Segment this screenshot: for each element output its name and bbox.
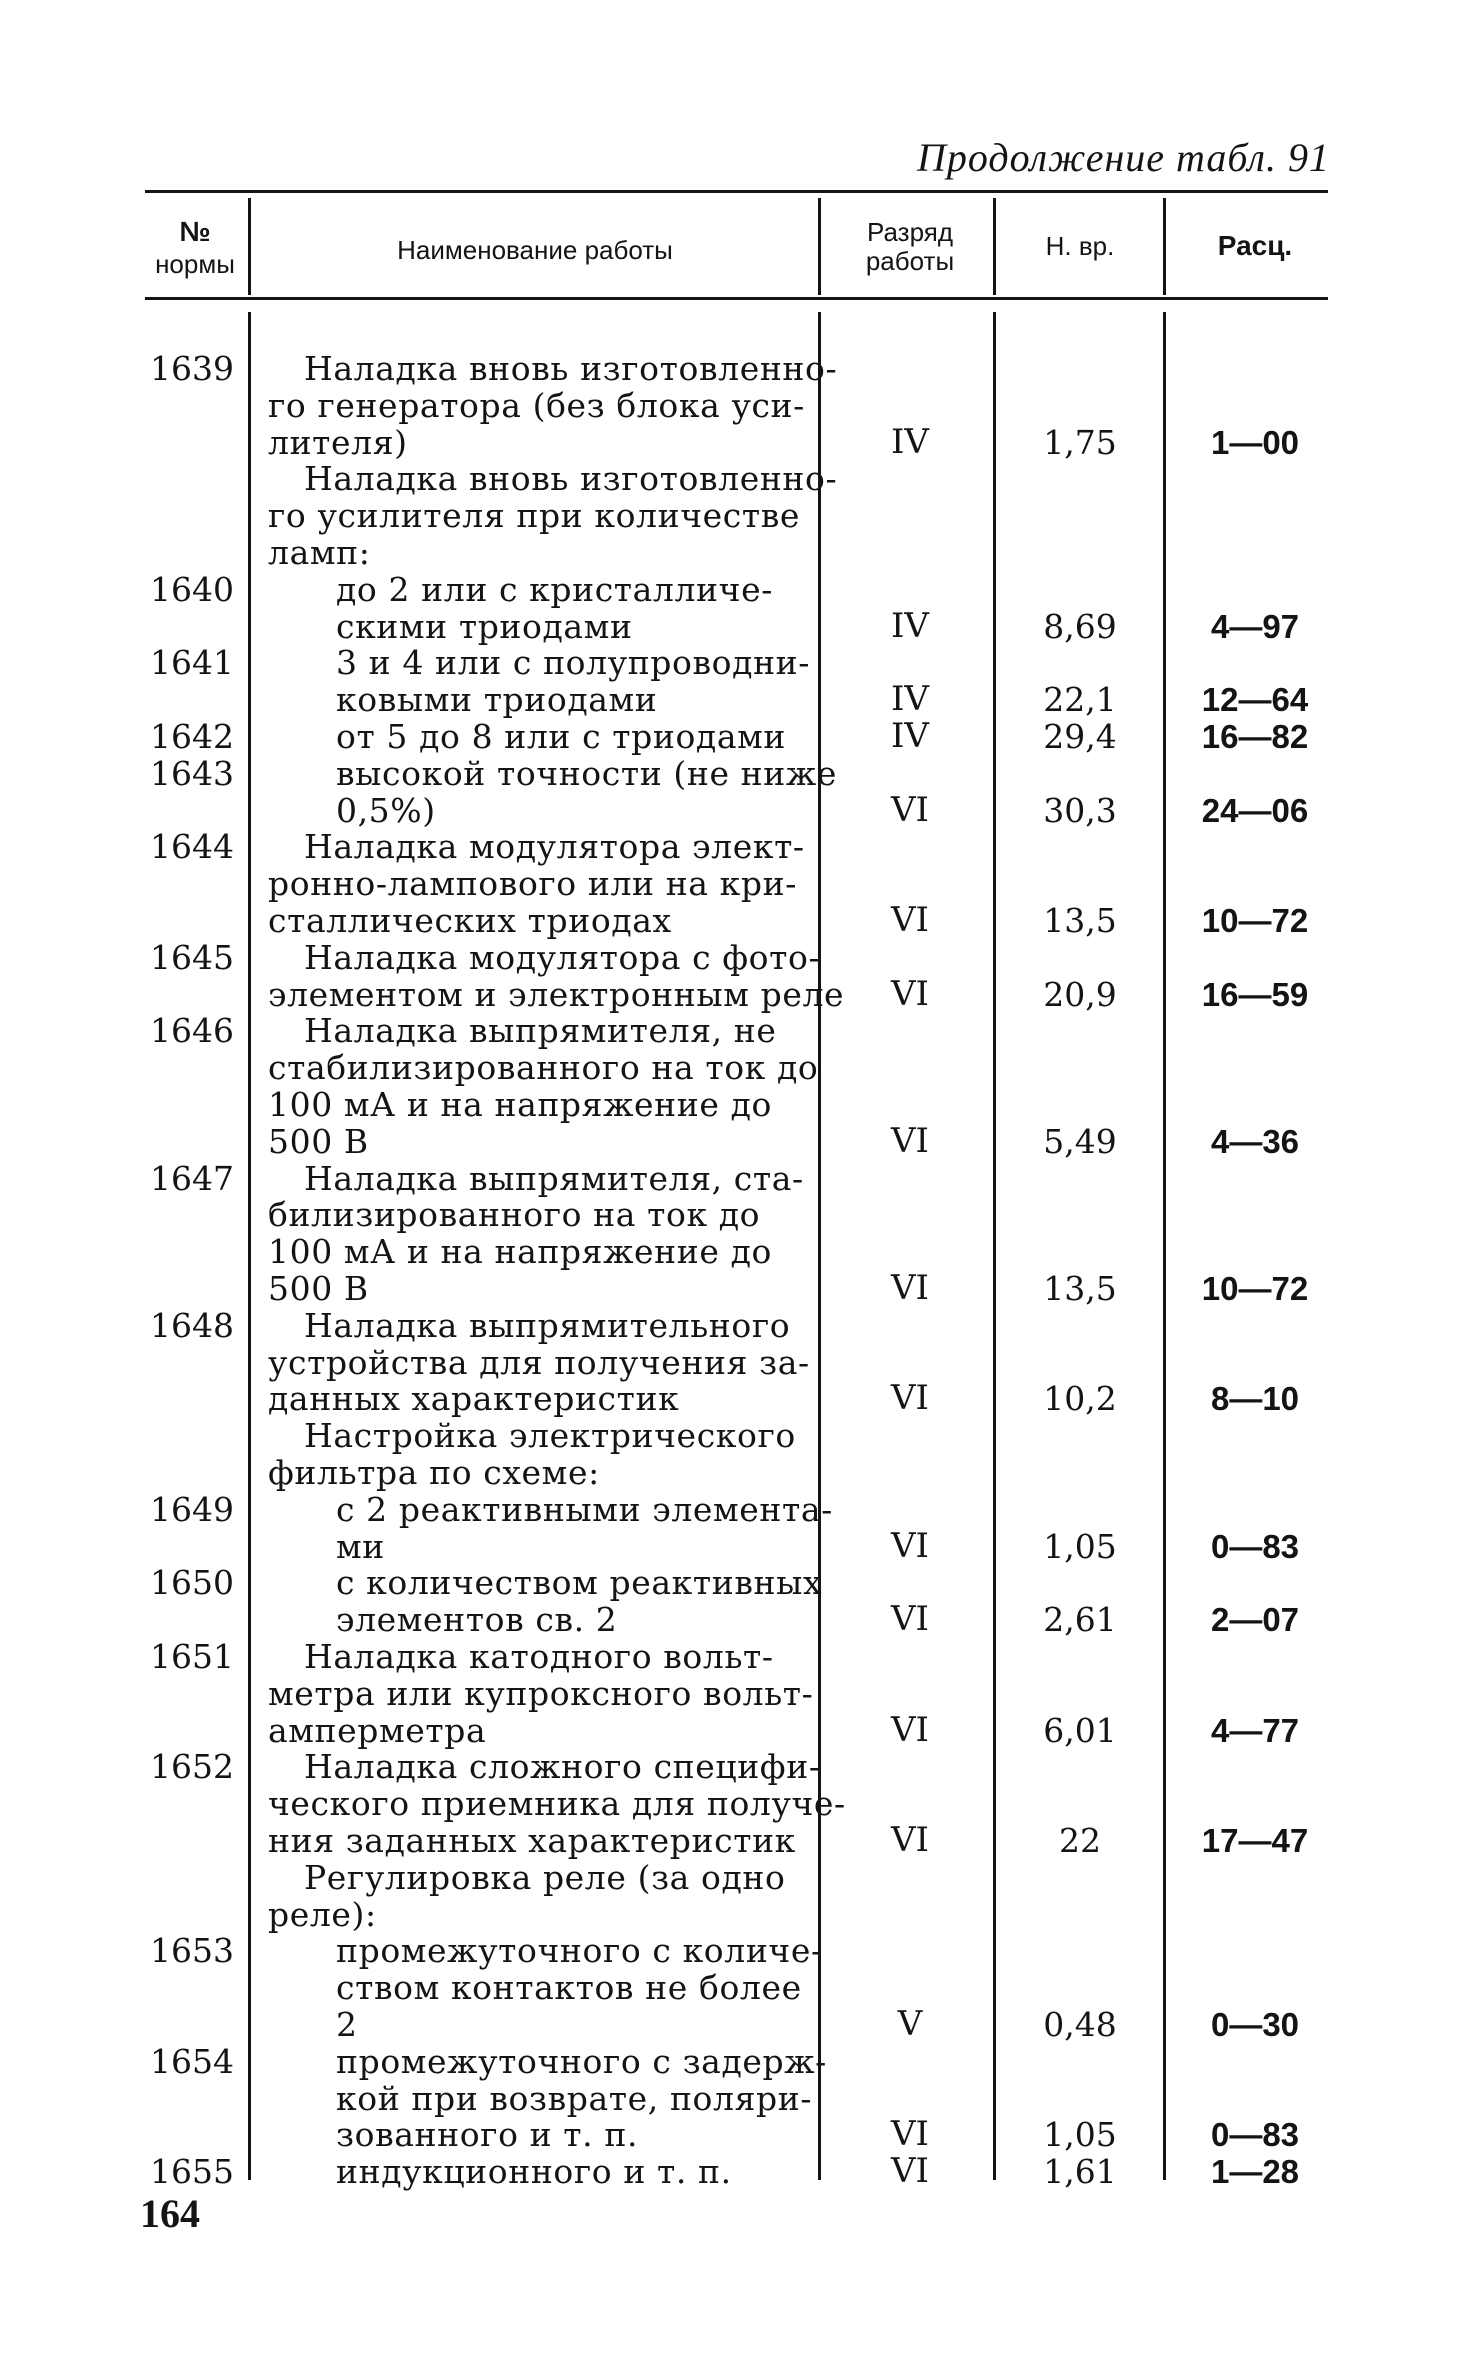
time-norm: 1,75 <box>1043 422 1117 462</box>
table-row <box>0 2153 1476 2190</box>
rate-value: 2—07 <box>1210 1601 1300 1639</box>
rate-value: 16—59 <box>1201 975 1309 1013</box>
rate-value: 0—83 <box>1210 2116 1300 2154</box>
header-col-rule-1 <box>248 198 251 295</box>
work-grade: IV <box>891 716 929 756</box>
work-grade: VI <box>891 1525 929 1566</box>
header-col-rule-4 <box>1163 198 1166 295</box>
table-row <box>0 1120 1476 1161</box>
work-description: ламп: <box>268 533 371 572</box>
work-grade: VI <box>891 973 929 1014</box>
work-description: ческого приемника для получе- <box>268 1784 846 1824</box>
header-num-sign: № <box>179 216 211 247</box>
work-description: Наладка модулятора с фото- <box>304 937 821 977</box>
time-norm: 1,05 <box>1043 1526 1117 1566</box>
norm-number: 1641 <box>150 643 234 683</box>
time-norm: 0,48 <box>1043 2005 1117 2044</box>
table-row <box>0 1160 1476 1197</box>
table-row <box>0 2116 1476 2153</box>
table-row <box>0 460 1476 497</box>
table-row <box>0 534 1476 571</box>
norm-number: 1647 <box>150 1158 234 1198</box>
table-row <box>0 1525 1476 1566</box>
table-row <box>0 1380 1476 1417</box>
work-description: зованного и т. п. <box>336 2115 639 2155</box>
header-work-name: Наименование работы <box>397 235 673 265</box>
work-description: элементом и электронным реле <box>268 974 845 1014</box>
norm-number: 1639 <box>150 349 234 388</box>
time-norm: 1,61 <box>1043 2152 1117 2192</box>
work-grade: VI <box>891 1120 929 1161</box>
rate-value: 1—00 <box>1210 423 1300 461</box>
table-row <box>0 1969 1476 2006</box>
work-grade: VI <box>891 1268 929 1308</box>
norm-number: 1640 <box>150 569 234 609</box>
norm-number: 1646 <box>150 1011 234 1051</box>
table-row <box>0 1675 1476 1712</box>
table-row <box>0 421 1476 462</box>
table-continuation-caption: Продолжение табл. 91 <box>916 135 1330 180</box>
rate-value: 4—97 <box>1210 607 1300 645</box>
work-description: элементов св. 2 <box>336 1600 618 1640</box>
work-description: стабилизированного на ток до <box>268 1048 819 1088</box>
work-description: го усилителя при количестве <box>268 496 801 536</box>
table-row <box>0 865 1476 902</box>
rate-value: 10—72 <box>1201 1270 1309 1307</box>
time-norm: 22,1 <box>1043 680 1117 720</box>
work-grade: VI <box>891 2151 929 2192</box>
rate-value: 8—10 <box>1210 1380 1300 1418</box>
time-norm: 22 <box>1059 1821 1101 1860</box>
work-grade: IV <box>891 421 929 462</box>
work-description: Наладка модулятора элект- <box>304 827 805 867</box>
rate-value: 16—82 <box>1201 718 1309 755</box>
work-description: реле): <box>268 1894 377 1934</box>
table-row <box>0 1307 1476 1344</box>
table-row <box>0 1709 1476 1750</box>
table-row <box>0 789 1476 830</box>
table-row <box>0 1896 1476 1933</box>
table-row <box>0 1638 1476 1675</box>
table-row <box>0 902 1476 939</box>
norm-number: 1655 <box>150 2152 234 2192</box>
time-norm: 2,61 <box>1043 1600 1117 1640</box>
work-description: 100 мА и на напряжение до <box>268 1085 772 1124</box>
table-row <box>0 1012 1476 1049</box>
norm-number: 1644 <box>150 827 234 867</box>
work-description: устройства для получения за- <box>268 1342 810 1382</box>
work-description: кой при возврате, поляри- <box>336 2078 813 2118</box>
work-description: до 2 или с кристалличе- <box>336 569 773 609</box>
work-grade: VI <box>891 789 929 830</box>
table-row <box>0 644 1476 681</box>
table-row <box>0 1564 1476 1601</box>
work-description: промежуточного с количе- <box>336 1931 823 1971</box>
table-row <box>0 1270 1476 1307</box>
time-norm: 6,01 <box>1043 1710 1117 1750</box>
work-description: Наладка выпрямительного <box>304 1305 791 1345</box>
table-row <box>0 2080 1476 2117</box>
work-description: скими триодами <box>336 606 633 646</box>
rate-value: 4—36 <box>1210 1122 1300 1160</box>
work-grade: IV <box>891 679 929 720</box>
table-row <box>0 1233 1476 1270</box>
table-row <box>0 1344 1476 1381</box>
table-row <box>0 2043 1476 2080</box>
header-num-label: нормы <box>155 249 235 279</box>
work-description: сталлических триодах <box>268 901 672 940</box>
rate-value: 24—06 <box>1201 791 1309 829</box>
table-row <box>0 1859 1476 1896</box>
work-grade: VI <box>891 1709 929 1750</box>
work-description: 100 мА и на напряжение до <box>268 1232 772 1272</box>
header-grade-line2: работы <box>865 246 955 276</box>
table-row <box>0 755 1476 792</box>
table-row <box>0 2006 1476 2043</box>
work-description: билизированного на ток до <box>268 1195 761 1235</box>
work-description: Настройка электрического <box>304 1416 796 1456</box>
work-description: Регулировка реле (за одно <box>304 1857 786 1897</box>
table-row <box>0 1748 1476 1785</box>
time-norm: 29,4 <box>1043 717 1117 756</box>
header-norm: Н. вр. <box>1045 231 1115 261</box>
work-description: фильтра по схеме: <box>268 1453 600 1492</box>
work-description: Наладка выпрямителя, ста- <box>304 1158 804 1198</box>
time-norm: 8,69 <box>1043 606 1117 646</box>
work-description: метра или купроксного вольт- <box>268 1673 814 1713</box>
work-description: ми <box>336 1526 385 1566</box>
work-description: 2 <box>336 2005 358 2044</box>
work-description: го генератора (без блока уси- <box>268 385 805 425</box>
table-row <box>0 497 1476 534</box>
rate-value: 4—77 <box>1210 1711 1300 1749</box>
norm-number: 1649 <box>150 1489 234 1529</box>
table-row <box>0 718 1476 755</box>
work-description: ковыми триодами <box>336 680 658 720</box>
table-row <box>0 1086 1476 1123</box>
work-description: амперметра <box>268 1710 487 1750</box>
table-row <box>0 387 1476 424</box>
table-row <box>0 973 1476 1014</box>
work-description: 500 В <box>268 1121 369 1161</box>
work-description: 500 В <box>268 1269 369 1308</box>
work-description: с количеством реактивных <box>336 1563 823 1603</box>
header-rate: Расц. <box>1217 230 1293 261</box>
work-description: ством контактов не более <box>336 1968 802 2008</box>
work-description: Наладка сложного специфи- <box>304 1747 821 1787</box>
norm-number: 1642 <box>150 717 234 756</box>
rate-value: 1—28 <box>1210 2153 1300 2191</box>
table-row <box>0 1822 1476 1859</box>
time-norm: 30,3 <box>1043 790 1117 830</box>
norm-number: 1653 <box>150 1931 234 1971</box>
rate-value: 12—64 <box>1201 681 1309 719</box>
work-grade: VI <box>891 1378 929 1419</box>
rate-value: 0—83 <box>1210 1527 1300 1565</box>
norm-number: 1652 <box>150 1747 234 1787</box>
work-description: 0,5%) <box>336 790 436 830</box>
rate-value: 10—72 <box>1201 902 1309 939</box>
work-description: Наладка вновь изготовленно- <box>304 459 838 499</box>
table-row <box>0 828 1476 865</box>
table-row <box>0 350 1476 387</box>
table-row <box>0 1785 1476 1822</box>
time-norm: 13,5 <box>1043 1269 1117 1308</box>
work-grade: VI <box>891 900 929 940</box>
rate-value: 0—30 <box>1210 2006 1300 2043</box>
table-row <box>0 681 1476 718</box>
table-row <box>0 605 1476 646</box>
work-description: Наладка вновь изготовленно- <box>304 349 838 388</box>
work-description: от 5 до 8 или с триодами <box>336 717 786 756</box>
table-row <box>0 939 1476 976</box>
work-description: Наладка катодного вольт- <box>304 1637 774 1676</box>
time-norm: 13,5 <box>1043 901 1117 940</box>
table-row <box>0 1196 1476 1233</box>
table-row <box>0 1491 1476 1528</box>
norm-number: 1654 <box>150 2041 234 2081</box>
work-description: с 2 реактивными элемента- <box>336 1489 833 1529</box>
table-row <box>0 1049 1476 1086</box>
work-grade: VI <box>891 1820 929 1860</box>
work-grade: IV <box>891 605 929 646</box>
work-description: 3 и 4 или с полупроводни- <box>336 643 811 683</box>
norm-number: 1650 <box>150 1563 234 1603</box>
table-row <box>0 1932 1476 1969</box>
work-description: индукционного и т. п. <box>336 2152 732 2192</box>
work-grade: VI <box>891 1599 929 1640</box>
table-row <box>0 571 1476 608</box>
header-grade-line1: Разряд <box>867 217 953 247</box>
norm-number: 1648 <box>150 1305 234 1345</box>
work-description: промежуточного с задерж- <box>336 2041 827 2081</box>
work-grade: V <box>897 2004 923 2044</box>
table-row <box>0 1601 1476 1638</box>
work-description: Наладка выпрямителя, не <box>304 1011 777 1051</box>
work-description: высокой точности (не ниже <box>336 753 837 793</box>
header-bottom-rule <box>145 297 1328 300</box>
work-description: ронно-лампового или на кри- <box>268 864 797 904</box>
norm-number: 1643 <box>150 753 234 793</box>
work-description: лителя) <box>268 422 408 462</box>
norm-number: 1651 <box>150 1637 234 1676</box>
time-norm: 10,2 <box>1043 1379 1117 1419</box>
work-grade: VI <box>891 2114 929 2155</box>
table-row <box>0 1417 1476 1454</box>
work-description: ния заданных характеристик <box>268 1821 796 1860</box>
page-number: 164 <box>140 2191 200 2236</box>
rate-value: 17—47 <box>1201 1822 1309 1859</box>
norm-number: 1645 <box>150 937 234 977</box>
header-col-rule-2 <box>818 198 821 295</box>
table-top-rule <box>145 190 1328 193</box>
header-col-rule-3 <box>993 198 996 295</box>
work-description: данных характеристик <box>268 1379 680 1419</box>
table-row <box>0 1454 1476 1491</box>
time-norm: 5,49 <box>1043 1121 1117 1161</box>
time-norm: 20,9 <box>1043 974 1117 1014</box>
time-norm: 1,05 <box>1043 2115 1117 2155</box>
